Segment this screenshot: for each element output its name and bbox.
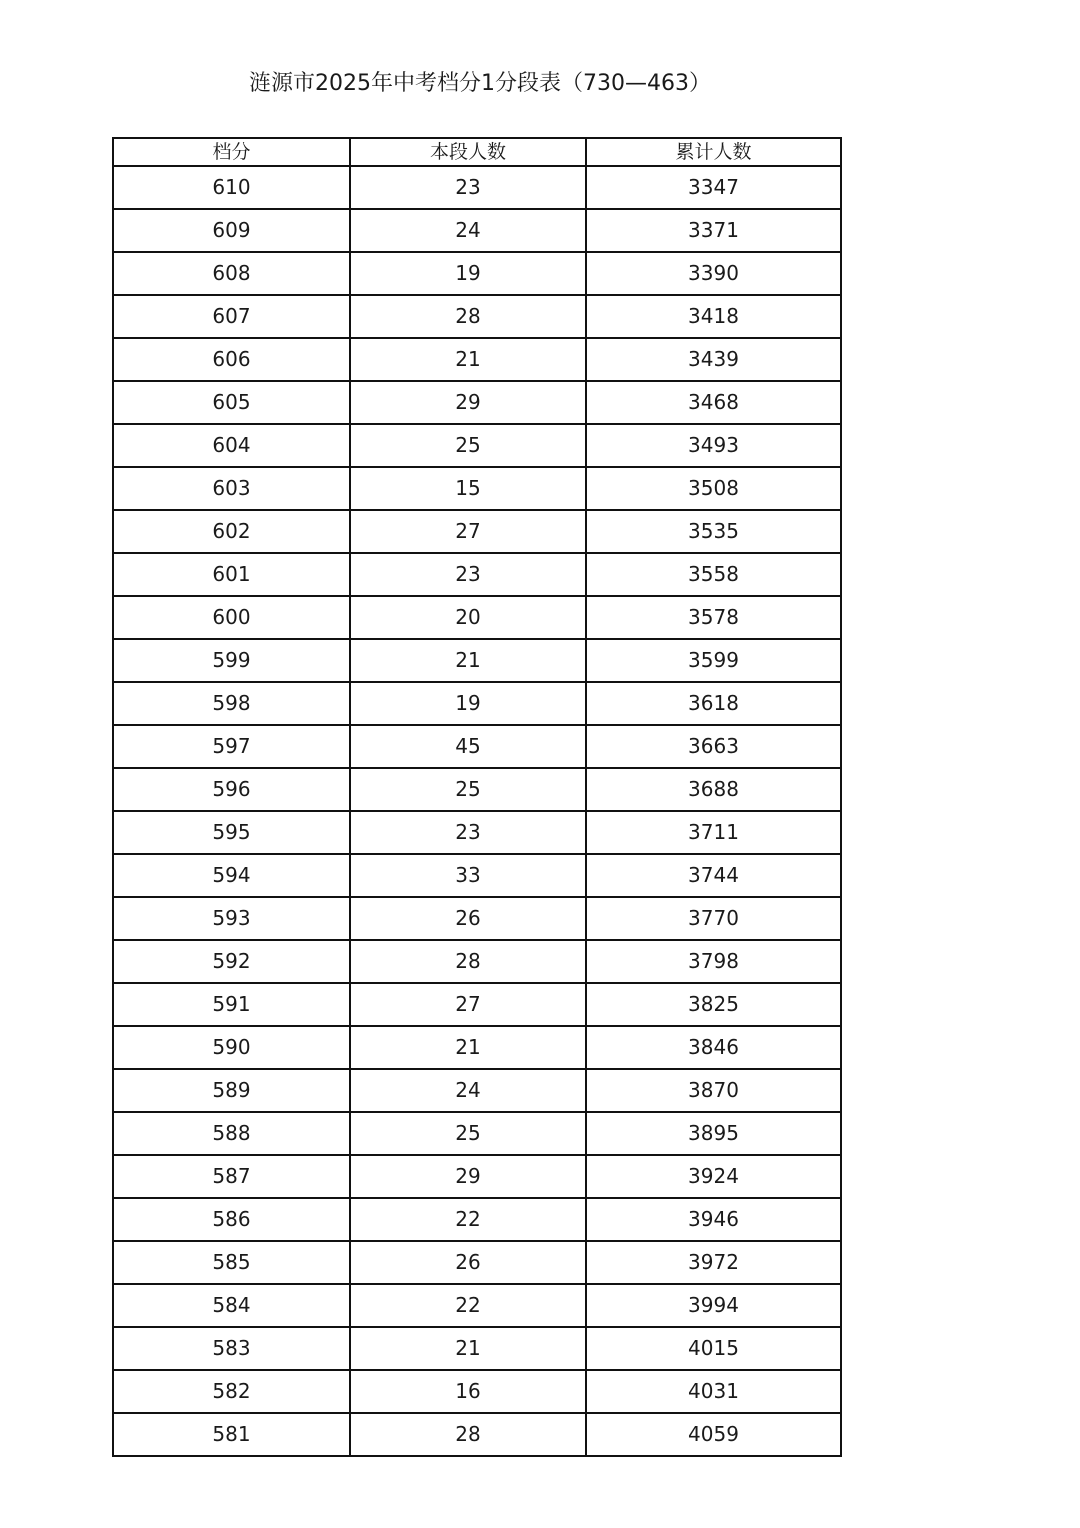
table-row — [113, 1284, 841, 1327]
cell-segment-count: 25 — [350, 424, 586, 467]
cell-score: 591 — [113, 983, 350, 1026]
cell-segment-count: 16 — [350, 1370, 586, 1413]
cell-score: 585 — [113, 1241, 350, 1284]
table-row — [113, 1069, 841, 1112]
cell-segment-count: 19 — [350, 252, 586, 295]
cell-cumulative-count: 3870 — [586, 1069, 841, 1112]
cell-segment-count: 26 — [350, 897, 586, 940]
cell-cumulative-count: 4059 — [586, 1413, 841, 1456]
cell-score: 602 — [113, 510, 350, 553]
cell-score: 596 — [113, 768, 350, 811]
cell-segment-count: 22 — [350, 1198, 586, 1241]
table-row — [113, 1413, 841, 1456]
cell-cumulative-count: 3688 — [586, 768, 841, 811]
cell-cumulative-count: 3798 — [586, 940, 841, 983]
table-row — [113, 897, 841, 940]
cell-segment-count: 26 — [350, 1241, 586, 1284]
cell-cumulative-count: 3508 — [586, 467, 841, 510]
table-row — [113, 1112, 841, 1155]
header-cumulative-count: 累计人数 — [586, 138, 841, 166]
cell-segment-count: 24 — [350, 209, 586, 252]
cell-score: 601 — [113, 553, 350, 596]
cell-score: 605 — [113, 381, 350, 424]
table-row — [113, 725, 841, 768]
cell-cumulative-count: 3493 — [586, 424, 841, 467]
cell-segment-count: 23 — [350, 553, 586, 596]
cell-score: 609 — [113, 209, 350, 252]
table-row — [113, 983, 841, 1026]
cell-cumulative-count: 3439 — [586, 338, 841, 381]
table-row — [113, 1198, 841, 1241]
table-row — [113, 940, 841, 983]
cell-segment-count: 27 — [350, 983, 586, 1026]
table-row — [113, 811, 841, 854]
cell-score: 583 — [113, 1327, 350, 1370]
cell-segment-count: 15 — [350, 467, 586, 510]
cell-score: 584 — [113, 1284, 350, 1327]
cell-cumulative-count: 3994 — [586, 1284, 841, 1327]
cell-segment-count: 23 — [350, 166, 586, 209]
cell-score: 600 — [113, 596, 350, 639]
cell-score: 595 — [113, 811, 350, 854]
table-row — [113, 252, 841, 295]
cell-segment-count: 29 — [350, 381, 586, 424]
cell-cumulative-count: 3924 — [586, 1155, 841, 1198]
cell-score: 594 — [113, 854, 350, 897]
table-row — [113, 467, 841, 510]
cell-score: 588 — [113, 1112, 350, 1155]
cell-cumulative-count: 4031 — [586, 1370, 841, 1413]
cell-cumulative-count: 3972 — [586, 1241, 841, 1284]
cell-cumulative-count: 3535 — [586, 510, 841, 553]
cell-score: 607 — [113, 295, 350, 338]
cell-cumulative-count: 3390 — [586, 252, 841, 295]
table-row — [113, 639, 841, 682]
score-distribution-table — [112, 137, 842, 1457]
cell-score: 604 — [113, 424, 350, 467]
cell-score: 603 — [113, 467, 350, 510]
cell-segment-count: 21 — [350, 338, 586, 381]
cell-segment-count: 33 — [350, 854, 586, 897]
cell-score: 586 — [113, 1198, 350, 1241]
cell-score: 608 — [113, 252, 350, 295]
table-row — [113, 424, 841, 467]
cell-segment-count: 25 — [350, 768, 586, 811]
cell-score: 592 — [113, 940, 350, 983]
table-row — [113, 854, 841, 897]
cell-cumulative-count: 3347 — [586, 166, 841, 209]
cell-segment-count: 23 — [350, 811, 586, 854]
cell-segment-count: 19 — [350, 682, 586, 725]
cell-score: 597 — [113, 725, 350, 768]
table-row — [113, 1327, 841, 1370]
cell-cumulative-count: 4015 — [586, 1327, 841, 1370]
cell-score: 581 — [113, 1413, 350, 1456]
cell-score: 593 — [113, 897, 350, 940]
header-score: 档分 — [113, 138, 350, 166]
table-row — [113, 596, 841, 639]
table-row — [113, 295, 841, 338]
cell-segment-count: 21 — [350, 1327, 586, 1370]
cell-cumulative-count: 3770 — [586, 897, 841, 940]
cell-cumulative-count: 3846 — [586, 1026, 841, 1069]
table-row — [113, 768, 841, 811]
cell-score: 610 — [113, 166, 350, 209]
cell-cumulative-count: 3418 — [586, 295, 841, 338]
cell-segment-count: 45 — [350, 725, 586, 768]
header-segment-count: 本段人数 — [350, 138, 586, 166]
cell-segment-count: 21 — [350, 639, 586, 682]
cell-segment-count: 28 — [350, 295, 586, 338]
table-row — [113, 166, 841, 209]
cell-segment-count: 21 — [350, 1026, 586, 1069]
cell-cumulative-count: 3371 — [586, 209, 841, 252]
cell-score: 582 — [113, 1370, 350, 1413]
document-title: 涟源市2025年中考档分1分段表（730—463） — [249, 71, 711, 96]
table-row — [113, 510, 841, 553]
cell-cumulative-count: 3558 — [586, 553, 841, 596]
table-row — [113, 1241, 841, 1284]
cell-cumulative-count: 3946 — [586, 1198, 841, 1241]
cell-cumulative-count: 3825 — [586, 983, 841, 1026]
table-row — [113, 682, 841, 725]
cell-cumulative-count: 3599 — [586, 639, 841, 682]
table-row — [113, 209, 841, 252]
table-row — [113, 1155, 841, 1198]
cell-segment-count: 25 — [350, 1112, 586, 1155]
cell-segment-count: 29 — [350, 1155, 586, 1198]
table-header-row — [113, 138, 841, 166]
cell-score: 606 — [113, 338, 350, 381]
cell-cumulative-count: 3895 — [586, 1112, 841, 1155]
table-row — [113, 381, 841, 424]
table-row — [113, 1026, 841, 1069]
table-body — [113, 166, 841, 1456]
cell-cumulative-count: 3578 — [586, 596, 841, 639]
cell-cumulative-count: 3663 — [586, 725, 841, 768]
cell-score: 587 — [113, 1155, 350, 1198]
cell-segment-count: 28 — [350, 940, 586, 983]
table-row — [113, 1370, 841, 1413]
cell-segment-count: 28 — [350, 1413, 586, 1456]
cell-segment-count: 27 — [350, 510, 586, 553]
cell-segment-count: 24 — [350, 1069, 586, 1112]
table-row — [113, 338, 841, 381]
cell-cumulative-count: 3618 — [586, 682, 841, 725]
cell-score: 589 — [113, 1069, 350, 1112]
cell-score: 590 — [113, 1026, 350, 1069]
table-row — [113, 553, 841, 596]
cell-segment-count: 20 — [350, 596, 586, 639]
cell-cumulative-count: 3468 — [586, 381, 841, 424]
cell-score: 598 — [113, 682, 350, 725]
cell-segment-count: 22 — [350, 1284, 586, 1327]
cell-cumulative-count: 3744 — [586, 854, 841, 897]
cell-score: 599 — [113, 639, 350, 682]
cell-cumulative-count: 3711 — [586, 811, 841, 854]
